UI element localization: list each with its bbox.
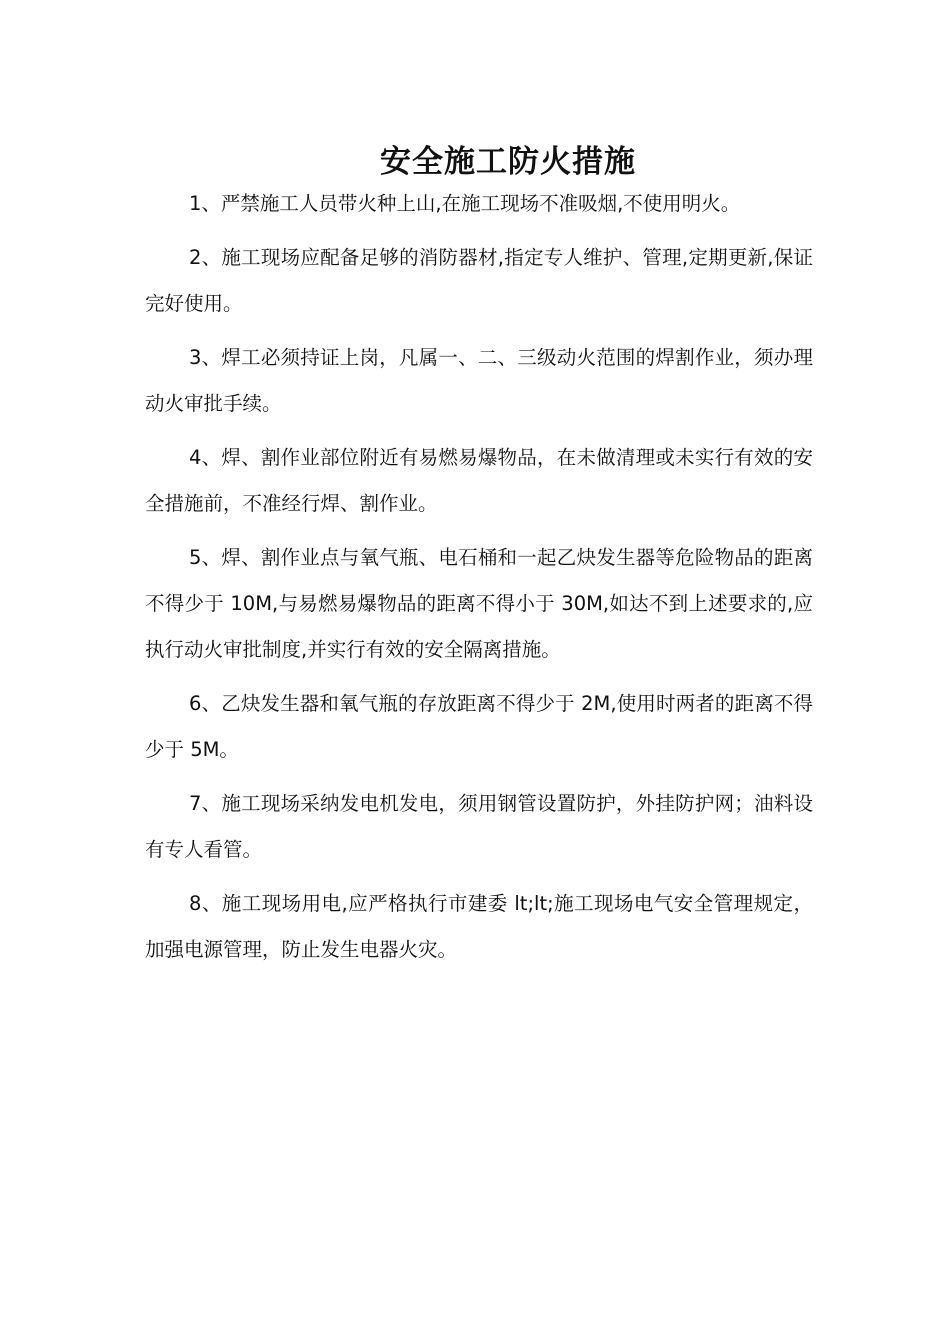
paragraph-3: 3、焊工必须持证上岗，凡属一、二、三级动火范围的焊割作业，须办理动火审批手续。 — [145, 346, 813, 415]
paragraph-2: 2、施工现场应配备足够的消防器材,指定专人维护、管理,定期更新,保证完好使用。 — [145, 246, 813, 315]
paragraph-6: 6、乙炔发生器和氧气瓶的存放距离不得少于 2M,使用时两者的距离不得少于 5M。 — [145, 692, 813, 761]
paragraph-5: 5、焊、割作业点与氧气瓶、电石桶和一起乙炔发生器等危险物品的距离不得少于 10M,与易燃易爆物品的距离不得小于 30M,如达不到上述要求的,应执行动火审批制度,并实行有效的安全隔离措施。 — [145, 546, 813, 661]
paragraph-8: 8、施工现场用电,应严格执行市建委 lt;lt;施工现场电气安全管理规定，加强电源管理，防止发生电器火灾。 — [145, 892, 813, 961]
paragraph-4: 4、焊、割作业部位附近有易燃易爆物品，在未做清理或未实行有效的安全措施前，不准经行焊、割作业。 — [145, 446, 813, 515]
paragraph-7: 7、施工现场采纳发电机发电，须用钢管设置防护，外挂防护网；油料设有专人看管。 — [145, 792, 813, 861]
document-title: 安全施工防火措施 — [380, 143, 636, 180]
document-body — [145, 181, 813, 981]
paragraph-1: 1、严禁施工人员带火种上山,在施工现场不准吸烟,不使用明火。 — [189, 192, 741, 215]
